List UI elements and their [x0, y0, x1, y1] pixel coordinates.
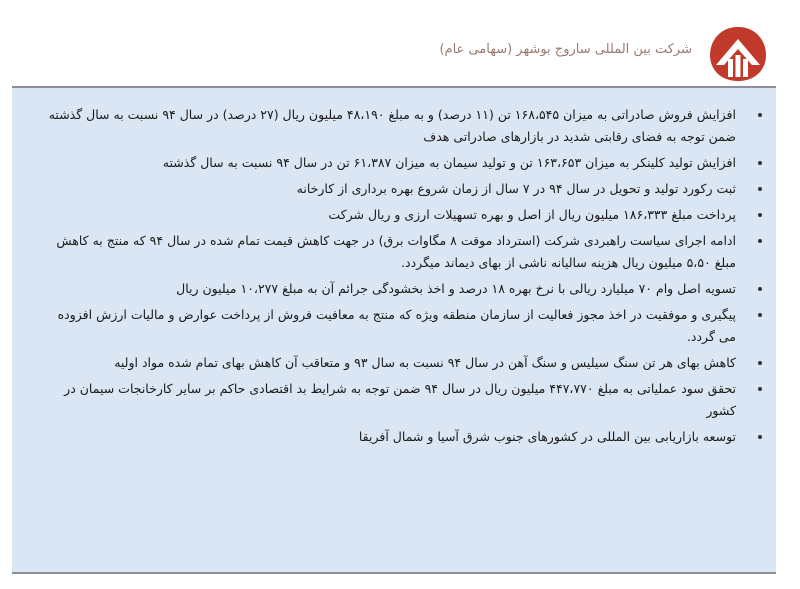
list-item: [42, 278, 736, 300]
bullet-icon: [758, 313, 762, 317]
list-item-text: کاهش بهای هر تن سنگ سیلیس و سنگ آهن در سال ۹۴ نسبت به سال ۹۳ و متعاقب آن کاهش بهای تمام شده مواد اولیه: [114, 355, 736, 370]
list-item-text: افزایش تولید کلینکر به میزان ۱۶۳،۶۵۳ تن و تولید سیمان به میزان ۶۱،۳۸۷ تن در سال ۹۴ نسبت به سال گذشته: [162, 155, 736, 170]
achievements-panel: [12, 86, 776, 574]
bullet-icon: [758, 161, 762, 165]
bullet-icon: [758, 435, 762, 439]
list-item-text: تسویه اصل وام ۷۰ میلیارد ریالی با نرخ بهره ۱۸ درصد و اخذ بخشودگی جرائم آن به مبلغ ۱۰،۲۷۷ میلیون ریال: [176, 281, 736, 296]
list-item-text: پیگیری و موفقیت در اخذ مجوز فعالیت از سازمان منطقه ویژه که منتج به معافیت فروش از پرداخت عوارض و مالیات ارزش افزوده می گردد.: [57, 307, 736, 344]
list-item: [42, 352, 736, 374]
bullet-icon: [758, 387, 762, 391]
bullet-icon: [758, 187, 762, 191]
page-header: [0, 20, 800, 82]
list-item-text: افزایش فروش صادراتی به میزان ۱۶۸،۵۴۵ تن (۱۱ درصد) و به مبلغ ۴۸،۱۹۰ میلیون ریال (۲۷ درصد) در سال ۹۴ نسبت به سال گذشته ضمن توجه به فضای رقابتی شدید در بازارهای صادراتی هدف: [48, 107, 736, 144]
company-name: شرکت بین المللی ساروج بوشهر (سهامی عام): [439, 42, 692, 57]
list-item: [42, 204, 736, 226]
list-item: [42, 152, 736, 174]
list-item: [42, 304, 736, 348]
bullet-icon: [758, 287, 762, 291]
list-item: [42, 426, 736, 448]
list-item: [42, 178, 736, 200]
list-item-text: توسعه بازاریابی بین المللی در کشورهای جنوب شرق آسیا و شمال آفریقا: [358, 429, 736, 444]
list-item-text: پرداخت مبلغ ۱۸۶،۳۳۳ میلیون ریال از اصل و بهره تسهیلات ارزی و ریال شرکت: [328, 207, 736, 222]
list-item: [42, 230, 736, 274]
bullet-icon: [758, 239, 762, 243]
bullet-icon: [758, 361, 762, 365]
list-item-text: ثبت رکورد تولید و تحویل در سال ۹۴ در ۷ سال از زمان شروع بهره برداری از کارخانه: [296, 181, 736, 196]
company-logo-icon: [706, 25, 770, 83]
list-item-text: ادامه اجرای سیاست راهبردی شرکت (استرداد موقت ۸ مگاوات برق) در جهت کاهش قیمت تمام شده در سال ۹۴ که منتج به کاهش مبلغ ۵،۵۰ میلیون ریال هزینه سالیانه ناشی از بهای دیماند میگردد.: [56, 233, 736, 270]
list-item: [42, 104, 736, 148]
bullet-icon: [758, 213, 762, 217]
achievements-list: [12, 88, 776, 448]
list-item-text: تحقق سود عملیاتی به مبلغ ۴۴۷،۷۷۰ میلیون ریال در سال ۹۴ ضمن توجه به شرایط بد اقتصادی حاکم بر سایر کارخانجات سیمان در کشور: [64, 381, 736, 418]
bullet-icon: [758, 113, 762, 117]
list-item: [42, 378, 736, 422]
